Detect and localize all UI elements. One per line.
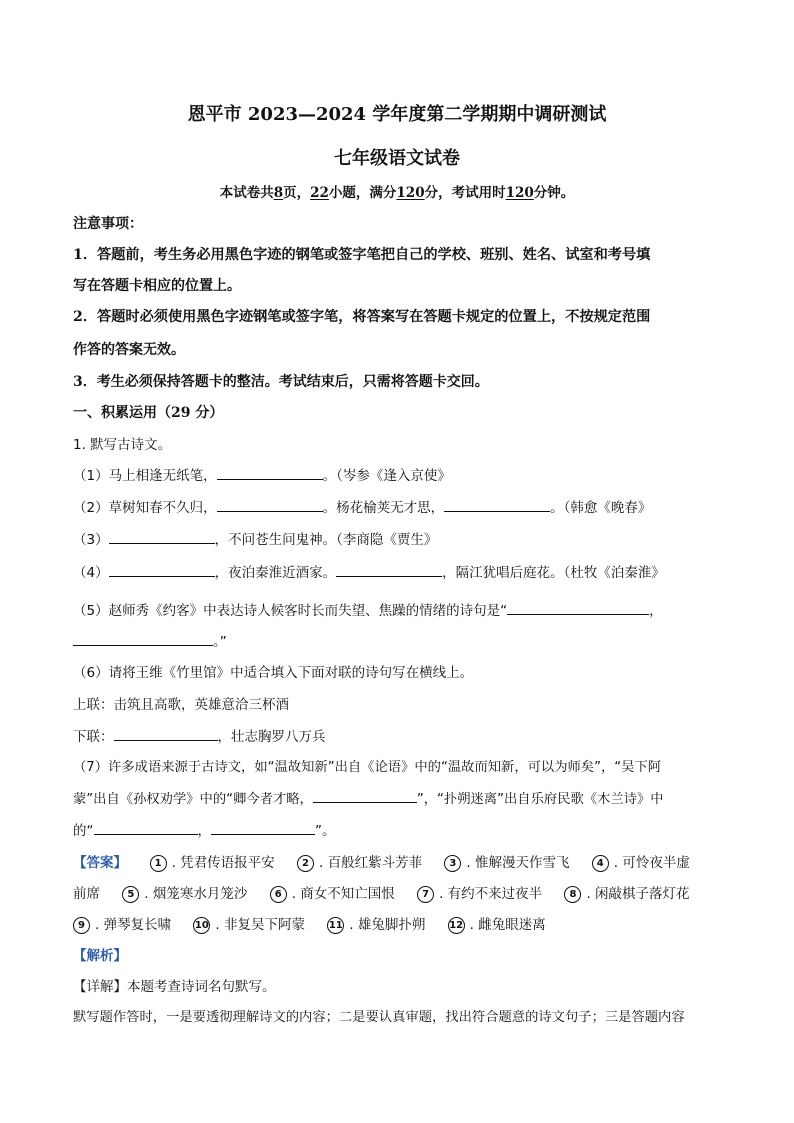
answer-item xyxy=(73,917,171,933)
info-text: 本试卷共 xyxy=(219,185,274,201)
answer-item xyxy=(297,855,422,871)
circled-number: 6 xyxy=(270,886,287,903)
answer-blank[interactable] xyxy=(109,529,215,544)
question-1: 1. 默写古诗文。 xyxy=(73,437,172,453)
answer-text: . 惟解漫天作雪飞 xyxy=(466,855,570,871)
exam-duration: 120 xyxy=(505,185,534,201)
analysis-text: 默写题作答时，一是要透彻理解诗文的内容；二是要认真审题，找出符合题意的诗文句子；三是答题内容 xyxy=(73,1010,685,1025)
text: ， xyxy=(197,823,211,839)
poem-item-3 xyxy=(73,528,437,548)
answer-blank[interactable] xyxy=(507,600,649,615)
answer-text: . 可怜夜半虚 xyxy=(613,855,690,871)
poem-item-6: （6）请将王维《竹里馆》中适合填入下面对联的诗句写在横线上。 xyxy=(73,665,474,681)
note-line: 写在答题卡相应的位置上。 xyxy=(73,278,241,294)
poem-item-7-cont2 xyxy=(73,819,336,839)
text: （5）赵师秀《约客》中表达诗人候客时长而失望、焦躁的情绪的诗句是“ xyxy=(73,603,508,619)
question-count: 22 xyxy=(310,185,329,201)
text: （4） xyxy=(73,565,109,581)
circled-number: 4 xyxy=(592,855,609,872)
exam-info xyxy=(0,181,794,201)
circled-number: 3 xyxy=(444,855,461,872)
circled-number: 8 xyxy=(564,886,581,903)
circled-number: 5 xyxy=(122,886,139,903)
note-line: 1．答题前，考生务必用黑色字迹的钢笔或签字笔把自己的学校、班别、姓名、试室和考号填 xyxy=(73,247,651,263)
text: 的“ xyxy=(73,823,94,839)
answer-item xyxy=(122,886,247,902)
answer-text: 前席 xyxy=(73,886,100,902)
text: ，壮志胸罗八万兵 xyxy=(217,729,326,745)
text: 。（韩愈《晚春》 xyxy=(550,500,652,516)
answer-text: . 凭君传语报平安 xyxy=(171,855,275,871)
answer-line-2 xyxy=(73,882,690,903)
text: 下联： xyxy=(73,729,114,745)
info-text: 页， xyxy=(283,185,311,201)
text: 蒙”出自《孙权劝学》中的“卿今者才略， xyxy=(73,792,313,807)
notes-heading: 注意事项： xyxy=(73,216,143,232)
answer-item xyxy=(417,886,542,902)
answer-blank[interactable] xyxy=(114,726,218,741)
text: ”，“扑朔迷离”出自乐府民歌《木兰诗》中 xyxy=(416,792,664,807)
answer-item xyxy=(150,855,275,871)
couplet-upper: 上联：击筑且高歌，英雄意洽三杯酒 xyxy=(73,697,289,713)
answer-text: . 百般红紫斗芳菲 xyxy=(318,855,423,871)
text: 。” xyxy=(213,634,227,650)
answer-blank[interactable] xyxy=(217,497,323,512)
text: 。（岑参《逢入京使》 xyxy=(322,468,451,484)
circled-number: 9 xyxy=(73,917,90,934)
text: （2）草树知春不久归， xyxy=(73,500,217,516)
poem-item-7: （7）许多成语来源于古诗文，如“温故知新”出自《论语》中的“温故而知新，可以为师矣”，“吴下阿 xyxy=(73,760,662,775)
text: 。杨花榆荚无才思， xyxy=(322,500,445,516)
circled-number: 10 xyxy=(193,917,210,934)
exam-subtitle: 七年级语文试卷 xyxy=(334,148,460,169)
answer-text: . 烟笼寒水月笼沙 xyxy=(144,886,248,902)
note-line: 2．答题时必须使用黑色字迹钢笔或签字笔，将答案写在答题卡规定的位置上，不按规定范围 xyxy=(73,309,651,325)
circled-number: 11 xyxy=(327,917,344,934)
answer-blank[interactable] xyxy=(313,788,417,803)
answer-text: . 雄兔脚扑朔 xyxy=(349,917,426,933)
exam-title: 恩平市 2023—2024 学年度第二学期期中调研测试 xyxy=(187,104,607,125)
answer-blank[interactable] xyxy=(73,631,213,646)
text: （3） xyxy=(73,532,109,548)
info-text: 分钟。 xyxy=(533,185,575,201)
answer-item xyxy=(270,886,395,902)
answer-item xyxy=(592,855,690,871)
full-score: 120 xyxy=(396,185,425,201)
poem-item-5 xyxy=(73,599,663,619)
text: ，夜泊秦淮近酒家。 xyxy=(214,565,337,581)
answer-blank[interactable] xyxy=(336,562,442,577)
poem-item-7-cont xyxy=(73,788,664,807)
note-line: 作答的答案无效。 xyxy=(73,342,185,358)
poem-item-2 xyxy=(73,496,651,516)
analysis-tag: 【解析】 xyxy=(73,948,127,964)
answer-text: . 非复吴下阿蒙 xyxy=(215,917,305,933)
answer-blank[interactable] xyxy=(211,820,315,835)
circled-number: 12 xyxy=(448,917,465,934)
answer-item xyxy=(564,886,689,902)
info-text: 分，考试用时 xyxy=(424,185,506,201)
answer-blank[interactable] xyxy=(444,497,550,512)
answer-text: . 雌兔眼迷离 xyxy=(469,917,546,933)
answer-item xyxy=(327,917,425,933)
couplet-lower xyxy=(73,725,326,745)
answer-text: . 商女不知亡国恨 xyxy=(291,886,395,902)
answer-line-3 xyxy=(73,913,546,934)
circled-number: 7 xyxy=(417,886,434,903)
poem-item-1 xyxy=(73,464,451,484)
note-line: 3．考生必须保持答题卡的整洁。考试结束后，只需将答题卡交回。 xyxy=(73,374,489,390)
answer-text: . 弹琴复长啸 xyxy=(95,917,172,933)
text: ”。 xyxy=(315,823,336,839)
analysis-detail: 【详解】本题考查诗词名句默写。 xyxy=(73,979,276,995)
poem-item-4 xyxy=(73,561,665,581)
text: （1）马上相逢无纸笔， xyxy=(73,468,217,484)
page-count: 8 xyxy=(273,185,284,201)
answer-text: . 闲敲棋子落灯花 xyxy=(586,886,690,902)
answer-item xyxy=(448,917,546,933)
answer-item xyxy=(444,855,569,871)
answer-blank[interactable] xyxy=(94,820,198,835)
answer-item xyxy=(193,917,305,933)
answer-blank[interactable] xyxy=(109,562,215,577)
text: ， xyxy=(649,603,663,619)
text: ，隔江犹唱后庭花。（杜牧《泊秦淮》 xyxy=(442,565,665,581)
info-text: 小题，满分 xyxy=(328,185,397,201)
text: ，不问苍生问鬼神。（李商隐《贾生》 xyxy=(214,532,438,548)
answer-text: . 有约不来过夜半 xyxy=(439,886,543,902)
section-heading: 一、积累运用（29 分） xyxy=(73,405,224,421)
answer-blank[interactable] xyxy=(217,465,323,480)
poem-item-5-cont xyxy=(73,630,227,650)
answer-tag: 【答案】 xyxy=(73,855,127,871)
answer-line-1 xyxy=(73,851,690,872)
circled-number: 1 xyxy=(150,855,167,872)
circled-number: 2 xyxy=(297,855,314,872)
